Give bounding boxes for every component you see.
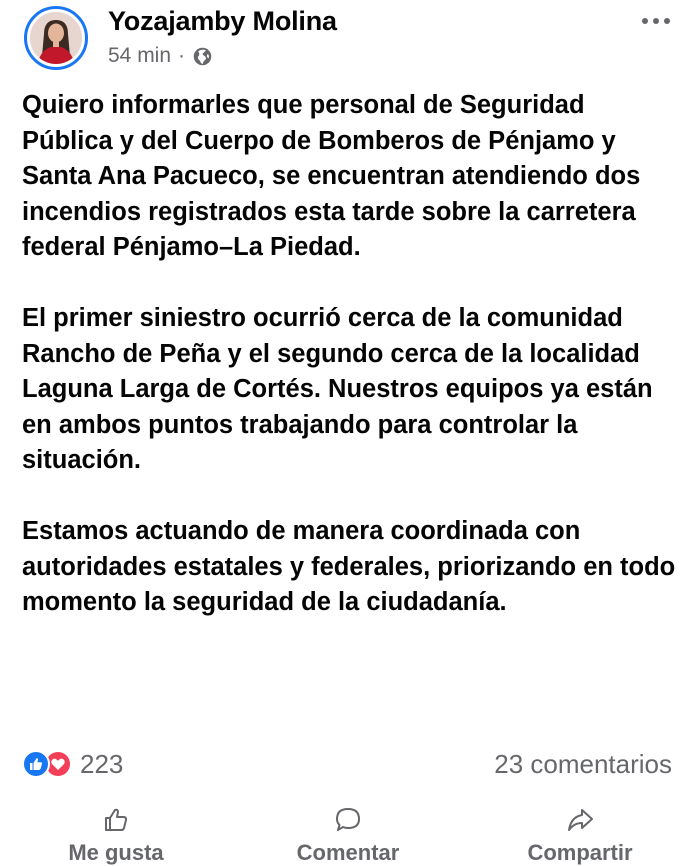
post-paragraph: El primer siniestro ocurrió cerca de la comunidad Rancho de Peña y el segundo cerca de la localidad Laguna Larga de Cortés. Nuestros equipos ya están en ambos puntos trabajando para controlar la situación. bbox=[22, 304, 653, 474]
meta-separator: · bbox=[178, 44, 186, 67]
post-action-bar bbox=[0, 800, 696, 865]
reaction-count: 223 bbox=[80, 748, 124, 779]
post-paragraph: Quiero informarles que personal de Seguridad Pública y del Cuerpo de Bomberos de Pénjamo y Santa Ana Pacueco, se encuentran atendiendo dos incendios registrados esta tarde sobre la carretera federal Pénjamo–La Piedad. bbox=[22, 91, 641, 261]
post-meta bbox=[108, 44, 213, 68]
share-button[interactable] bbox=[480, 800, 680, 866]
post-paragraph: Estamos actuando de manera coordinada con autoridades estatales y federales, priorizando en todo momento la seguridad de la ciudadanía. bbox=[22, 517, 676, 616]
thumbs-up-icon bbox=[102, 806, 130, 834]
comment-button[interactable] bbox=[248, 800, 448, 866]
comment-bubble-icon bbox=[334, 806, 362, 834]
reactions-summary[interactable] bbox=[22, 746, 123, 782]
author-avatar[interactable] bbox=[24, 6, 88, 70]
author-name[interactable]: Yozajamby Molina bbox=[108, 6, 337, 36]
share-button-label: Compartir bbox=[527, 840, 633, 865]
post-header bbox=[0, 0, 696, 90]
share-arrow-icon bbox=[566, 806, 594, 834]
avatar-photo bbox=[30, 12, 82, 64]
post-text bbox=[22, 88, 677, 621]
like-button[interactable] bbox=[16, 800, 216, 866]
post-time[interactable]: 54 min bbox=[108, 44, 172, 67]
like-reaction-icon bbox=[22, 750, 50, 778]
like-button-label: Me gusta bbox=[68, 840, 164, 865]
comments-count-link[interactable]: 23 comentarios bbox=[494, 749, 672, 779]
comment-button-label: Comentar bbox=[296, 840, 400, 865]
globe-icon[interactable] bbox=[192, 46, 213, 67]
more-options-icon[interactable] bbox=[640, 14, 672, 28]
